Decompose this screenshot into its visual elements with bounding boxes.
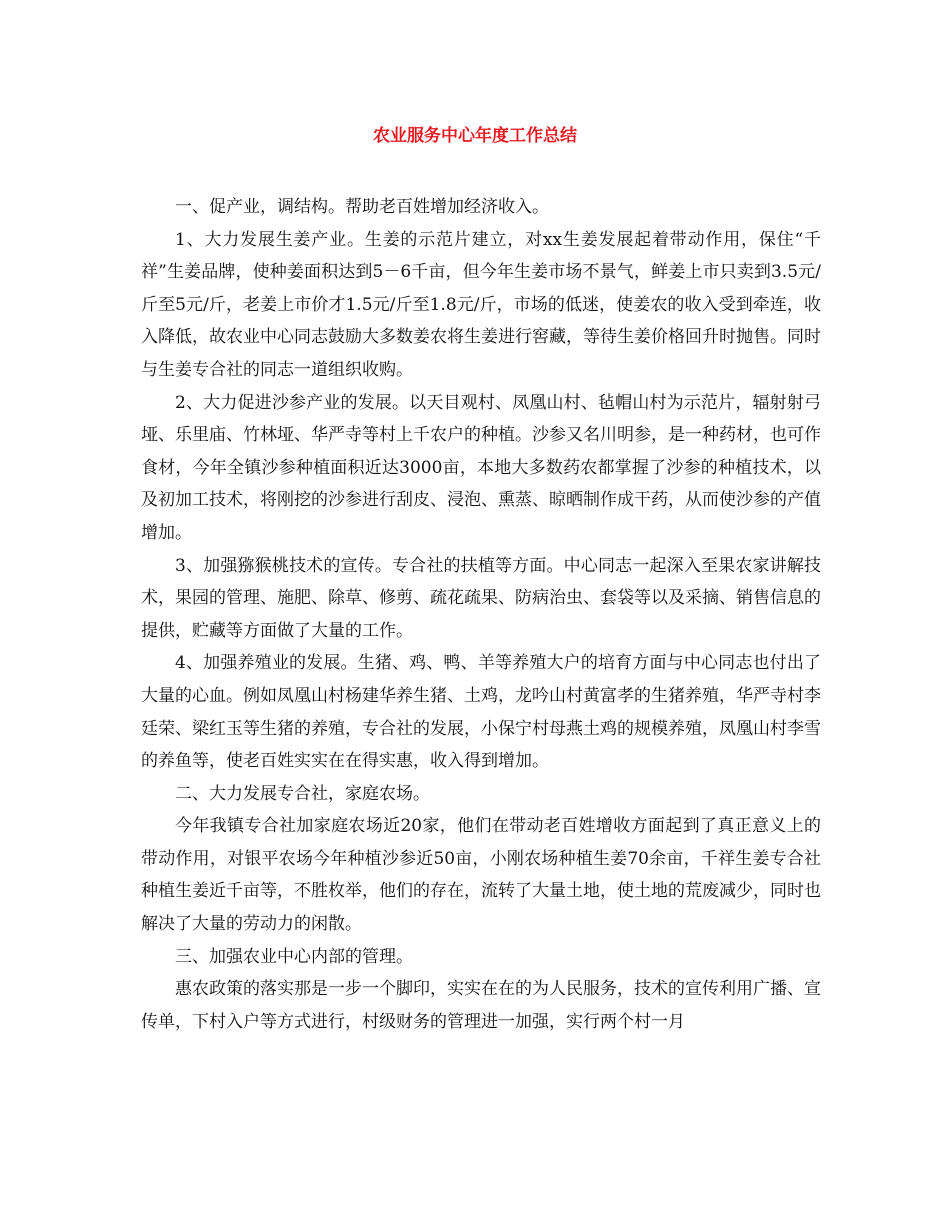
document-title: 农业服务中心年度工作总结 (373, 126, 577, 146)
paragraph: 三、加强农业中心内部的管理。 (175, 946, 413, 967)
paragraph: 4、加强养殖业的发展。生猪、鸡、鸭、羊等养殖大户的培育方面与中心同志也付出了大量的心血。例如凤凰山村杨建华养生猪、土鸡，龙吟山村黄富孝的生猪养殖，华严寺村李廷荣、梁红玉等生猪的养殖，专合社的发展，小保宁村母燕土鸡的规模养殖，凤凰山村李雪的养鱼等，使老百姓实实在在得实惠，收入得到增加。 (141, 653, 821, 772)
paragraph: 惠农政策的落实那是一步一个脚印，实实在在的为人民服务，技术的宣传利用广播、宣传单，下村入户等方式进行，村级财务的管理进一加强，实行两个村一月 (141, 979, 821, 1032)
paragraph: 今年我镇专合社加家庭农场近20家，他们在带动老百姓增收方面起到了真正意义上的带动作用，对银平农场今年种植沙参近50亩，小刚农场种植生姜70余亩，千祥生姜专合社种植生姜近千亩等，不胜枚举，他们的存在，流转了大量土地，使土地的荒废减少，同时也解决了大量的劳动力的闲散。 (141, 816, 821, 935)
paragraph: 一、促产业，调结构。帮助老百姓增加经济收入。 (175, 197, 549, 217)
paragraph: 2、大力促进沙参产业的发展。以天目观村、凤凰山村、毡帽山村为示范片，辐射射弓垭、乐里庙、竹林垭、华严寺等村上千农户的种植。沙参又名川明参，是一种药材，也可作食材，今年全镇沙参种植面积近达3000亩，本地大多数药农都掌握了沙参的种植技术，以及初加工技术，将刚挖的沙参进行刮皮、浸泡、熏蒸、晾晒制作成干药，从而使沙参的产值增加。 (141, 392, 821, 543)
paragraph: 二、大力发展专合社，家庭农场。 (175, 783, 430, 804)
paragraph: 3、加强猕猴桃技术的宣传。专合社的扶植等方面。中心同志一起深入至果农家讲解技术，果园的管理、施肥、除草、修剪、疏花疏果、防病治虫、套袋等以及采摘、销售信息的提供，贮藏等方面做了大量的工作。 (141, 555, 821, 641)
document-body (141, 191, 821, 1038)
paragraph: 1、大力发展生姜产业。生姜的示范片建立，对xx生姜发展起着带动作用，保住“千祥”生姜品牌，使种姜面积达到5－6千亩，但今年生姜市场不景气，鲜姜上市只卖到3.5元/斤至5元/斤，老姜上市价才1.5元/斤至1.8元/斤，市场的低迷，使姜农的收入受到牵连，收入降低，故农业中心同志鼓励大多数姜农将生姜进行窖藏，等待生姜价格回升时抛售。同时与生姜专合社的同志一道组织收购。 (141, 229, 821, 380)
